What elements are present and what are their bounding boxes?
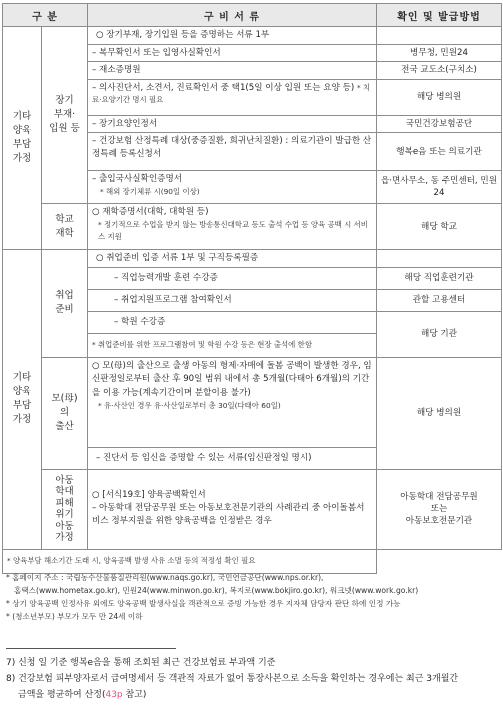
table-header bbox=[3, 4, 502, 27]
doc-item: – 건강보험 산정특례 대상(중증질환, 희귀난치질환) : 의료기관이 발급한 산정특례 등록신청서 bbox=[88, 133, 377, 171]
issuance-item: 읍·면사무소, 동 주민센터, 민원24 bbox=[377, 171, 502, 204]
doc-item: – 재소증명원 bbox=[88, 62, 377, 80]
issuance-item: 해당 직업훈련기관 bbox=[377, 267, 502, 289]
doc-item: – 장기요양인정서 bbox=[88, 115, 377, 133]
issuance-item: 병무청, 민원24 bbox=[377, 44, 502, 62]
sub-line: 장기 bbox=[55, 95, 74, 106]
doc-text: – 아동학대 전담공무원 또는 아동보호전문기관의 사례관리 중 아이돌봄서비스 정부지원을 위한 양육공백을 인정받은 경우 bbox=[92, 502, 365, 527]
sub-line: 취업 bbox=[55, 290, 74, 302]
sub-line: 학교 bbox=[55, 213, 74, 225]
doc-item bbox=[88, 79, 377, 115]
cat-line: 가정 bbox=[12, 153, 32, 164]
category-other-burden-1 bbox=[3, 27, 42, 250]
doc-item: – 학원 수강증 bbox=[88, 311, 377, 333]
doc-item: – 복무확인서 또는 입영사실확인서 bbox=[88, 44, 377, 62]
sub-job-prep bbox=[42, 250, 88, 358]
sub-long-absence bbox=[42, 27, 88, 204]
doc-footer-note bbox=[3, 549, 377, 573]
footnote-line: * (청소년부모) 부모가 모두 만 24세 이하 bbox=[6, 612, 143, 621]
sub-line: 준비 bbox=[55, 304, 74, 316]
sub-child-abuse bbox=[42, 469, 88, 549]
bottom-note-8: 8) 건강보험 피부양자로서 급여명세서 등 객관적 자료가 없어 통장사본으로 소득을 확인하는 경우에는 최근 3개월간 bbox=[6, 674, 459, 684]
category-other-burden-2 bbox=[3, 250, 42, 550]
cat-line: 부담 bbox=[12, 400, 32, 412]
header-documents: 구 비 서 류 bbox=[88, 4, 377, 27]
sub-line: 가정 bbox=[55, 532, 74, 543]
sub-mother-birth bbox=[42, 357, 88, 469]
sub-line: 재학 bbox=[55, 227, 74, 239]
doc-note: * 양육부담 해소기간 도래 시, 양육공백 발생 사유 소멸 등의 적정성 확인 필요 bbox=[7, 555, 256, 565]
issuance-item: 전국 교도소(구치소) bbox=[377, 62, 502, 80]
footnote-line: 홈택스(www.hometax.go.kr), 민원24(www.minwon.go.kr), 복지로(www.bokjiro.go.kr), 워크넷(www.work.go.kr) bbox=[14, 586, 419, 595]
doc-item: – 진단서 등 임신을 증명할 수 있는 서류(임신판정일 명시) bbox=[88, 447, 377, 469]
doc-text: ○ 재학증명서(대학, 대학원 등) bbox=[92, 207, 209, 217]
doc-intro: ○ 장기부재, 장기입원 등을 증명하는 서류 1부 bbox=[88, 27, 377, 45]
doc-item: – 직업능력개발 훈련 수강증 bbox=[88, 267, 377, 289]
issuance-empty bbox=[377, 27, 502, 45]
iss-line: 아동학대 전담공무원 bbox=[400, 492, 478, 502]
issuance-empty bbox=[377, 250, 502, 268]
issuance-item: 해당 병의원 bbox=[377, 79, 502, 115]
cat-line: 양육 bbox=[12, 125, 32, 136]
doc-text: ○ [서식19호] 양육공백확인서 bbox=[92, 490, 206, 501]
doc-note: * 정기적으로 수업을 받지 않는 방송통신대학교 등도 출석 수업 등 양육 공백 시 서비스 지원 bbox=[98, 219, 368, 241]
issuance-item: 해당 병의원 bbox=[377, 357, 502, 469]
divider bbox=[6, 648, 176, 649]
issuance-item: 국민건강보험공단 bbox=[377, 115, 502, 133]
bottom-note-8-cont bbox=[6, 687, 500, 703]
sub-line: 학대 bbox=[55, 486, 74, 497]
doc-item: – 취업지원프로그램 참여확인서 bbox=[88, 289, 377, 311]
sub-line: 모(母) bbox=[51, 393, 78, 404]
doc-child-abuse bbox=[88, 469, 377, 549]
footnote-line: * 홈페이지 주소 : 국립농수산물품질관리원(www.naqs.go.kr), 국민연금공단(www.nps.or.kr), bbox=[6, 573, 324, 582]
sub-line: 입원 등 bbox=[49, 123, 80, 134]
doc-note: * 취업준비를 위한 프로그램참여 및 학원 수강 등은 현장 출석에 한함 bbox=[92, 339, 312, 349]
doc-school bbox=[88, 204, 377, 250]
sub-school bbox=[42, 204, 88, 250]
issuance-item: 관할 고용센터 bbox=[377, 289, 502, 311]
doc-note: * 해외 장기체류 시(90일 이상) bbox=[100, 186, 200, 196]
footnote-line: * 상기 양육공백 인정사유 외에도 양육공백 발생사실을 객관적으로 증빙 가능한 경우 지자체 담당자 판단 하에 인정 가능 bbox=[6, 599, 401, 608]
doc-note: * 치료·요양기간 명시 필요 bbox=[92, 82, 371, 104]
iss-line: 또는 bbox=[430, 504, 448, 514]
doc-item bbox=[88, 171, 377, 204]
bottom-text: 금액을 평균하여 산정( bbox=[18, 690, 106, 700]
cat-line: 가정 bbox=[12, 414, 32, 426]
sub-line: 아동 bbox=[55, 474, 74, 486]
sub-line: 위기 bbox=[55, 509, 74, 520]
cat-line: 부담 bbox=[12, 139, 32, 150]
page-ref-link[interactable]: 43p bbox=[105, 690, 123, 700]
cat-line: 기타 bbox=[12, 111, 32, 122]
iss-line: 아동보호전문기관 bbox=[405, 516, 473, 526]
doc-mother bbox=[88, 357, 377, 447]
doc-text: – 출입국사실확인증명서 bbox=[92, 174, 183, 184]
bottom-text: 참고) bbox=[122, 690, 147, 700]
sub-line: 부재· bbox=[53, 109, 76, 120]
doc-intro: ○ 취업준비 입증 서류 1부 및 구직등록필증 bbox=[88, 250, 377, 268]
footnotes bbox=[6, 571, 498, 623]
bottom-note-7: 7) 신청 일 기준 행복e음을 통해 조회된 최근 건강보험료 부과액 기준 bbox=[6, 658, 276, 668]
issuance-item: 행복e음 또는 의료기관 bbox=[377, 133, 502, 171]
doc-note: * 유·사산인 경우 유·사산일로부터 총 30일(다태아 60일) bbox=[98, 401, 281, 410]
sub-line: 출산 bbox=[55, 421, 74, 432]
doc-text: ○ 모(母)의 출산으로 출생 아동의 형제·자매에 돌봄 공백이 발생한 경우, 임신판정일로부터 출산 후 90일 범위 내에서 총 5개월(다태아 6개월)의 기간을 이용 가능(계속기간이며 분할이용 불가) bbox=[92, 360, 372, 398]
issuance-item: 해당 기관 bbox=[377, 311, 502, 357]
bottom-notes bbox=[6, 655, 500, 703]
doc-text: – 의사진단서, 소견서, 진료확인서 중 택1(5일 이상 입원 또는 요양 등) bbox=[92, 82, 355, 93]
sub-line: 피해 bbox=[55, 497, 74, 509]
header-category: 구 분 bbox=[3, 4, 88, 27]
doc-note-row bbox=[88, 333, 377, 357]
sub-line: 의 bbox=[59, 407, 70, 418]
issuance-item: 해당 학교 bbox=[377, 204, 502, 250]
issuance-item bbox=[377, 469, 502, 549]
cat-line: 양육 bbox=[12, 386, 32, 398]
header-issuance: 확인 및 발급방법 bbox=[377, 4, 502, 27]
sub-line: 아동 bbox=[55, 520, 74, 532]
cat-line: 기타 bbox=[12, 372, 32, 384]
documents-table bbox=[2, 3, 502, 574]
